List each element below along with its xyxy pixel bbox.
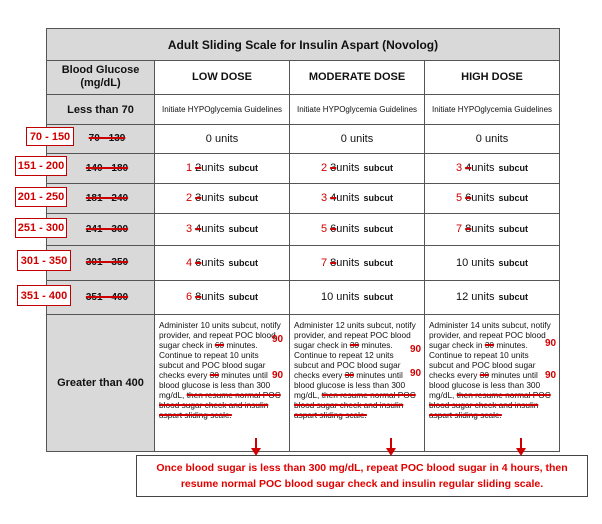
moderate-dose-cell <box>290 153 424 183</box>
dose-units: units <box>336 223 360 235</box>
less70-high-dose: Initiate HYPOglycemia Guidelines <box>431 104 553 114</box>
new-range: 301 - 350 <box>17 250 71 271</box>
greater400-high-dose <box>427 320 555 420</box>
greater400-moderate-dose <box>292 320 420 420</box>
annotation-note: Once blood sugar is less than 300 mg/dL, repeat POC blood sugar in 4 hours, then resume normal POC blood sugar check and insulin regular sliding scale. <box>136 455 588 497</box>
dose-units: units <box>471 162 495 174</box>
instruction-text: minutes until blood glucose is less than 300 mg/dL, <box>159 370 271 400</box>
subcut-label: subcut <box>228 193 259 203</box>
grid-line <box>289 60 290 452</box>
old-dose: 3 <box>195 192 202 204</box>
old-minutes: 60 <box>214 340 225 350</box>
annotation-90: 90 <box>410 344 422 355</box>
old-dose: 8 <box>195 291 202 303</box>
new-dose: 7 <box>320 256 328 269</box>
old-dose: 4 <box>465 162 472 174</box>
high-dose-value: 0 units <box>475 132 509 145</box>
table-title: Adult Sliding Scale for Insulin Aspart (Novolog) <box>47 29 559 60</box>
annotation-90: 90 <box>545 338 557 349</box>
dose-units: units <box>471 223 495 235</box>
subcut-label: subcut <box>363 163 394 173</box>
old-dose: 6 <box>465 192 472 204</box>
subcut-label: subcut <box>498 163 529 173</box>
subcut-label: subcut <box>228 224 259 234</box>
less70-low-dose: Initiate HYPOglycemia Guidelines <box>161 104 283 114</box>
subcut-label: subcut <box>498 292 529 302</box>
old-dose: 4 <box>330 192 337 204</box>
header-high-dose: HIGH DOSE <box>461 71 523 83</box>
low-dose-cell <box>155 153 289 183</box>
old-dose: 8 <box>330 256 337 269</box>
subcut-label: subcut <box>498 224 529 234</box>
subcut-label: subcut <box>498 193 529 203</box>
old-range: 351 - 400 <box>85 291 129 303</box>
high-dose-cell <box>425 183 559 213</box>
low-dose-cell <box>155 213 289 245</box>
new-dose: 5 <box>455 192 463 204</box>
moderate-dose-cell <box>290 245 424 280</box>
new-dose: 6 <box>185 291 193 303</box>
new-dose: 7 <box>455 223 463 235</box>
instruction-text: Administer 14 units subcut, notify provider, and repeat POC blood sugar check in <box>429 320 551 350</box>
high-dose-cell <box>425 280 559 314</box>
dose-units: units <box>336 162 360 174</box>
struck-text: then resume normal POC blood sugar check and insulin aspart sliding scale. <box>429 390 551 420</box>
dose-units: 10 units <box>455 256 495 269</box>
old-minutes: 30 <box>209 370 219 380</box>
greater400-low-dose <box>157 320 285 420</box>
instruction-text: minutes until blood glucose is less than 300 mg/dL, <box>294 370 406 400</box>
instruction-text: minutes. Continue to repeat 10 units subcut and POC blood sugar checks every <box>159 340 266 380</box>
less70-moderate-dose: Initiate HYPOglycemia Guidelines <box>296 104 418 114</box>
instruction-text: minutes. Continue to repeat 10 units subcut and POC blood sugar checks every <box>429 340 536 380</box>
row-label-less-than-70: Less than 70 <box>47 95 154 124</box>
subcut-label: subcut <box>498 257 529 268</box>
subcut-label: subcut <box>228 292 259 302</box>
high-dose-cell <box>425 245 559 280</box>
dose-units: units <box>201 223 225 235</box>
old-dose: 2 <box>195 162 202 174</box>
grid-line <box>46 280 560 281</box>
grid-line <box>424 60 425 452</box>
grid-line <box>46 124 560 125</box>
old-dose: 3 <box>330 162 337 174</box>
old-minutes: 30 <box>344 370 354 380</box>
old-range: 140 - 180 <box>85 162 129 174</box>
dose-units: 10 units <box>320 291 360 303</box>
dose-units: 12 units <box>455 291 495 303</box>
dose-units: units <box>201 256 225 269</box>
grid-line <box>46 94 560 95</box>
subcut-label: subcut <box>363 193 394 203</box>
annotation-90: 90 <box>272 334 284 345</box>
struck-text: then resume normal POC blood sugar check and insulin aspart sliding scale. <box>294 390 416 420</box>
row-label-greater-than-400: Greater than 400 <box>57 377 144 389</box>
old-range: 181 - 240 <box>85 192 129 204</box>
old-minutes: 30 <box>349 340 360 350</box>
old-range: 70 - 139 <box>88 133 126 144</box>
moderate-dose-cell <box>290 213 424 245</box>
new-range: 251 - 300 <box>15 218 67 238</box>
instruction-text: minutes until blood glucose is less than 300 mg/dL, <box>429 370 541 400</box>
old-dose: 8 <box>465 223 472 235</box>
grid-line <box>46 213 560 214</box>
new-dose: 2 <box>185 192 193 204</box>
dose-units: units <box>201 291 225 303</box>
old-range: 241 - 300 <box>85 223 129 235</box>
old-minutes: 30 <box>479 370 489 380</box>
subcut-label: subcut <box>363 224 394 234</box>
new-range: 151 - 200 <box>15 156 67 176</box>
subcut-label: subcut <box>228 257 259 268</box>
old-range: 301 - 350 <box>85 257 129 268</box>
grid-line <box>46 60 560 61</box>
grid-line <box>46 245 560 246</box>
new-dose: 3 <box>185 223 193 235</box>
new-range: 201 - 250 <box>15 187 67 207</box>
dose-units: units <box>336 192 360 204</box>
old-dose: 6 <box>195 256 202 269</box>
low-dose-cell <box>155 183 289 213</box>
subcut-label: subcut <box>363 257 394 268</box>
grid-line <box>46 153 560 154</box>
moderate-dose-cell <box>290 280 424 314</box>
dose-units: units <box>201 162 225 174</box>
annotation-90: 90 <box>272 370 284 381</box>
new-dose: 1 <box>185 162 193 174</box>
instruction-text: Administer 10 units subcut, notify provider, and repeat POC blood sugar check in <box>159 320 281 350</box>
dose-units: units <box>336 256 360 269</box>
old-minutes: 30 <box>484 340 495 350</box>
new-dose: 4 <box>185 256 193 269</box>
instruction-text: Administer 12 units subcut, notify provider, and repeat POC blood sugar check in <box>294 320 416 350</box>
old-dose: 6 <box>330 223 337 235</box>
old-dose: 4 <box>195 223 202 235</box>
moderate-dose-value: 0 units <box>340 132 374 145</box>
header-moderate-dose: MODERATE DOSE <box>308 71 406 83</box>
new-dose: 3 <box>455 162 463 174</box>
dose-units: units <box>201 192 225 204</box>
subcut-label: subcut <box>363 292 394 302</box>
header-blood-glucose: Blood Glucose (mg/dL) <box>47 60 154 94</box>
grid-line <box>46 183 560 184</box>
new-range: 351 - 400 <box>17 285 71 306</box>
grid-line <box>154 60 155 452</box>
low-dose-cell <box>155 280 289 314</box>
struck-text: then resume normal POC blood sugar check and insulin aspart sliding scale. <box>159 390 281 420</box>
subcut-label: subcut <box>228 163 259 173</box>
header-low-dose: LOW DOSE <box>192 71 252 83</box>
instruction-text: minutes. Continue to repeat 12 units subcut and POC blood sugar checks every <box>294 340 401 380</box>
moderate-dose-cell <box>290 183 424 213</box>
grid-line <box>46 314 560 315</box>
high-dose-cell <box>425 213 559 245</box>
new-dose: 3 <box>320 192 328 204</box>
high-dose-cell <box>425 153 559 183</box>
low-dose-value: 0 units <box>205 132 239 145</box>
new-range: 70 - 150 <box>26 127 74 146</box>
new-dose: 5 <box>320 223 328 235</box>
low-dose-cell <box>155 245 289 280</box>
annotation-90: 90 <box>545 370 557 381</box>
dose-units: units <box>471 192 495 204</box>
new-dose: 2 <box>320 162 328 174</box>
annotation-90: 90 <box>410 368 422 379</box>
